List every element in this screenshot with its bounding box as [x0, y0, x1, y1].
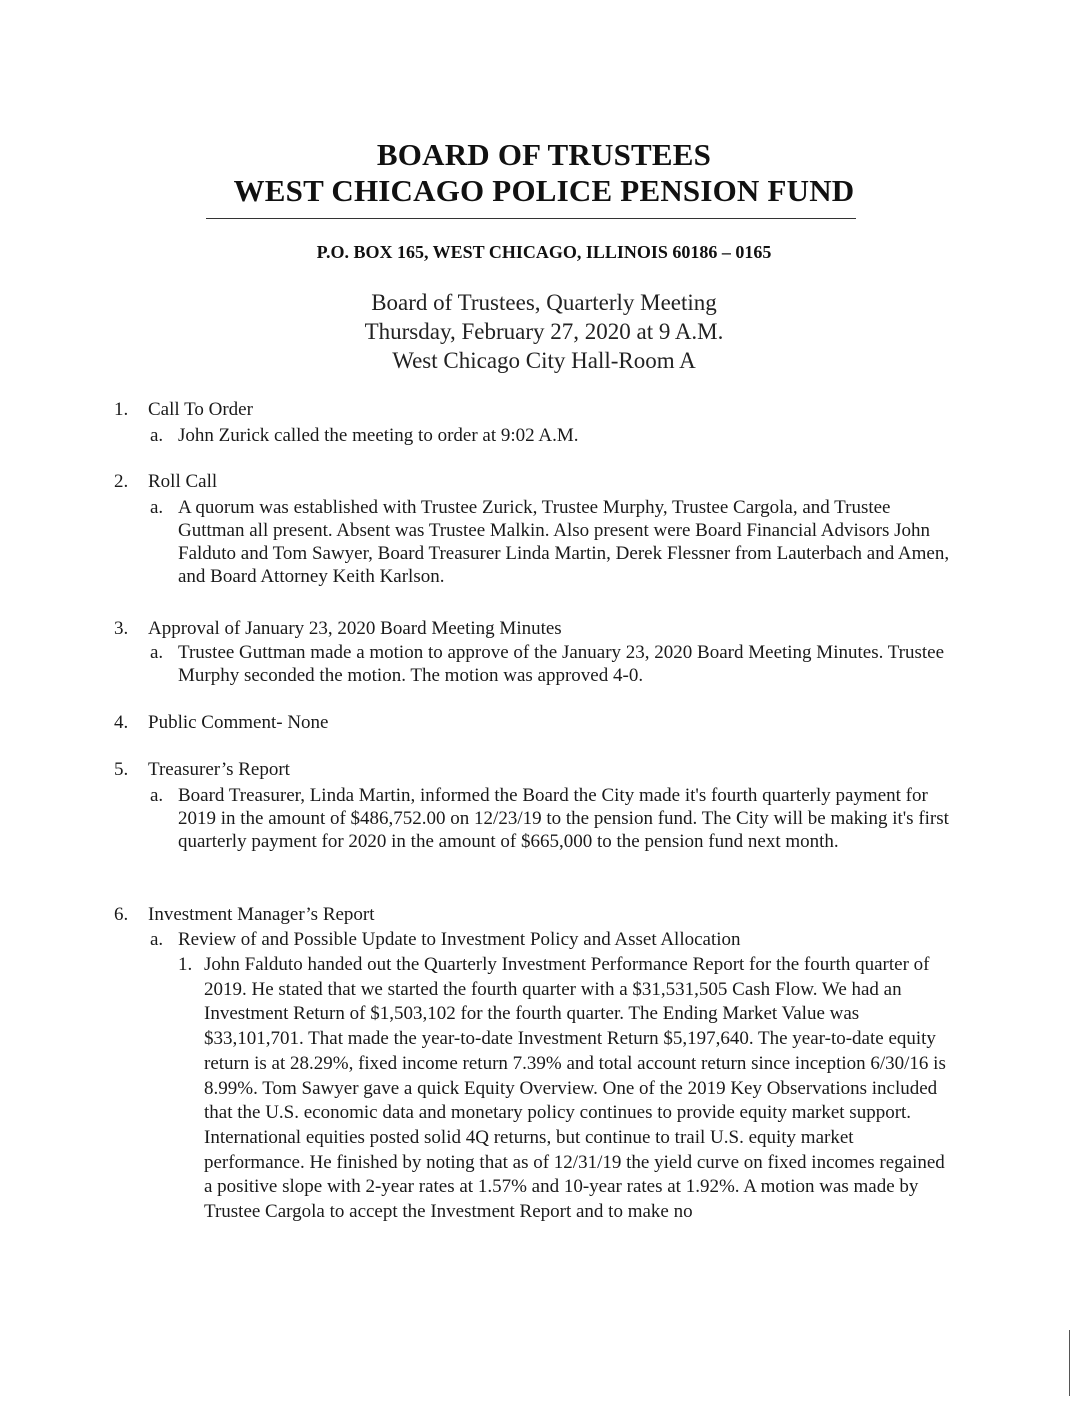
- meeting-type: Board of Trustees, Quarterly Meeting: [371, 290, 717, 315]
- subitem-text: John Zurick called the meeting to order at 9:02 A.M.: [178, 425, 579, 446]
- item-number: 5.: [114, 759, 129, 780]
- agenda-subsubitem-6a1: [178, 953, 948, 1225]
- subitem-text: Review of and Possible Update to Investment Policy and Asset Allocation: [178, 929, 741, 950]
- mailing-address: P.O. BOX 165, WEST CHICAGO, ILLINOIS 60186 – 0165: [316, 242, 772, 262]
- agenda-item-4: [114, 711, 328, 734]
- item-heading: Public Comment- None: [148, 712, 329, 733]
- subitem-letter: a.: [150, 497, 164, 518]
- subitem-letter: a.: [150, 642, 164, 663]
- item-number: 4.: [114, 712, 129, 733]
- agenda-subitem-1a: [150, 424, 950, 447]
- subitem-text: Board Treasurer, Linda Martin, informed the Board the City made it's fourth quarterly payment for 2019 in the amount of $486,752.00 on 12/23/19 to the pension fund. The City will be making it's first quarterly payment for 2020 in the amount of $665,000 to the pension fund next month.: [178, 785, 949, 852]
- scan-edge-mark: [1069, 1330, 1070, 1396]
- item-heading: Approval of January 23, 2020 Board Meeting Minutes: [148, 618, 562, 639]
- agenda-subitem-6a: [150, 928, 950, 951]
- meeting-location: West Chicago City Hall-Room A: [392, 348, 696, 373]
- subitem-letter: a.: [150, 785, 164, 806]
- meeting-date: Thursday, February 27, 2020 at 9 A.M.: [364, 319, 724, 344]
- subitem-text: A quorum was established with Trustee Zurick, Trustee Murphy, Trustee Cargola, and Trustee Guttman all present. Absent was Trustee Malkin. Also present were Board Financial Advisors John Falduto and Tom Sawyer, Board Treasurer Linda Martin, Derek Flessner from Lauterbach and Amen, and Board Attorney Keith Karlson.: [178, 497, 950, 587]
- document-subtitle: WEST CHICAGO POLICE PENSION FUND: [233, 173, 855, 208]
- agenda-item-5: [114, 758, 290, 781]
- subsubitem-text: John Falduto handed out the Quarterly Investment Performance Report for the fourth quarter of 2019. He stated that we started the fourth quarter with a $31,531,505 Cash Flow. We had an Investment Return of $1,503,102 for the fourth quarter. The Ending Market Value was $33,101,701. That made the year-to-date Investment Return $5,197,640. The year-to-date equity return is at 28.29%, fixed income return 7.39% and total account return since inception 6/30/16 is 8.99%. Tom Sawyer gave a quick Equity Overview. One of the 2019 Key Observations included that the U.S. economic data and monetary policy continues to provide equity market support. International equities posted solid 4Q returns, but continue to trail U.S. equity market performance. He finished by noting that as of 12/31/19 the yield curve on fixed incomes regained a positive slope with 2-year rates at 1.57% and 10-year rates at 1.92%. A motion was made by Trustee Cargola to accept the Investment Report and to make no: [204, 954, 946, 1223]
- title-divider: [206, 218, 856, 219]
- subitem-text: Trustee Guttman made a motion to approve of the January 23, 2020 Board Meeting Minutes. Trustee Murphy seconded the motion. The motion was approved 4-0.: [178, 642, 945, 686]
- item-number: 6.: [114, 904, 129, 925]
- agenda-item-3: [114, 617, 562, 640]
- agenda-subitem-2a: [150, 496, 950, 588]
- item-heading: Call To Order: [148, 399, 253, 420]
- item-heading: Roll Call: [148, 471, 218, 492]
- agenda-item-1: [114, 398, 253, 421]
- subsubitem-number: 1.: [178, 954, 193, 975]
- document-title: BOARD OF TRUSTEES: [376, 137, 712, 172]
- subitem-letter: a.: [150, 425, 164, 446]
- item-number: 1.: [114, 399, 129, 420]
- item-number: 3.: [114, 618, 129, 639]
- agenda-item-6: [114, 903, 375, 926]
- agenda-item-2: [114, 470, 217, 493]
- agenda-subitem-5a: [150, 784, 950, 853]
- item-number: 2.: [114, 471, 129, 492]
- subitem-letter: a.: [150, 929, 164, 950]
- item-heading: Investment Manager’s Report: [148, 904, 375, 925]
- item-heading: Treasurer’s Report: [148, 759, 290, 780]
- agenda-subitem-3a: [150, 641, 950, 687]
